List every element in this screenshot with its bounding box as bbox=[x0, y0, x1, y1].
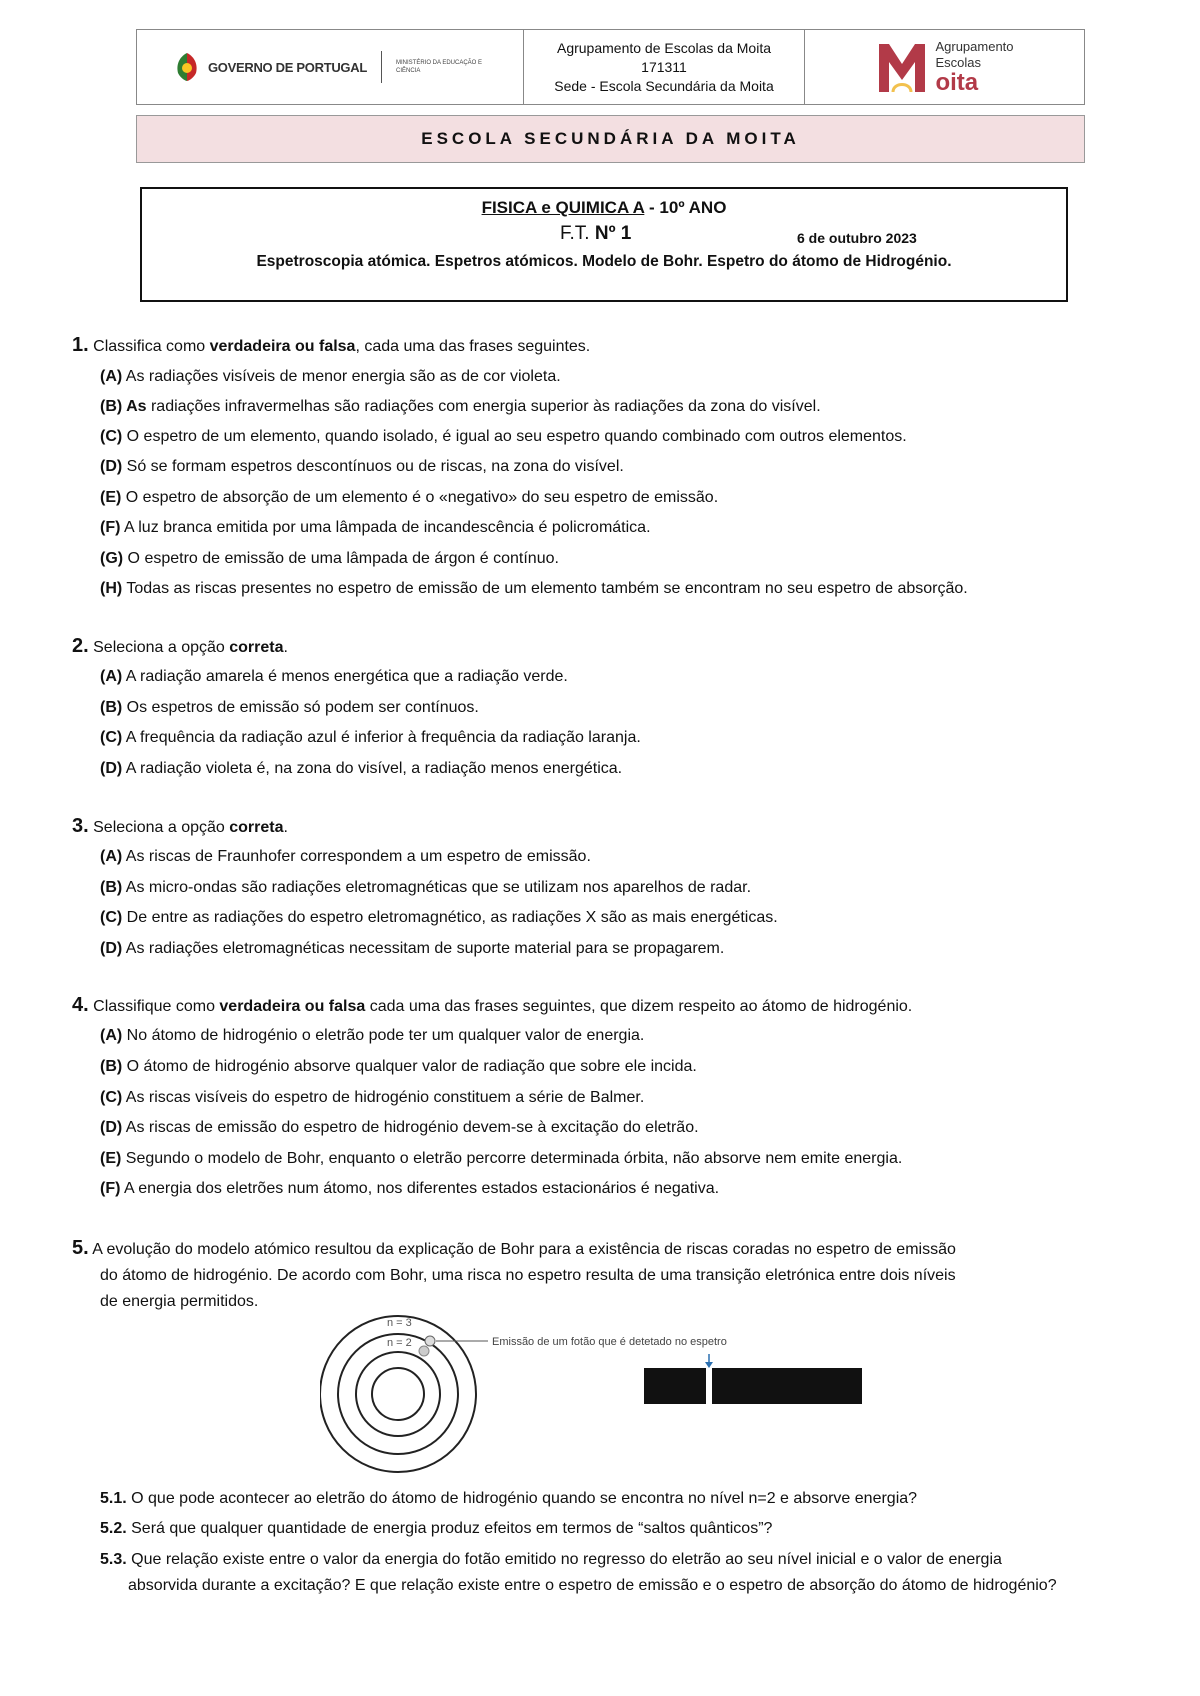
q1-option-f bbox=[100, 514, 651, 542]
option-text: As micro-ondas são radiações eletromagnéticas que se utilizam nos aparelhos de radar. bbox=[122, 879, 752, 896]
option-text: A radiação amarela é menos energética que a radiação verde. bbox=[122, 668, 568, 685]
sub-question-label: 5.2. bbox=[100, 1520, 127, 1537]
stem-emphasis: correta bbox=[229, 819, 284, 836]
option-text: As radiações eletromagnéticas necessitam de suporte material para se propagarem. bbox=[122, 940, 725, 957]
option-text: De entre as radiações do espetro eletromagnético, as radiações X são as mais energéticas. bbox=[122, 909, 778, 926]
logo-line-moita: oita bbox=[935, 69, 979, 96]
option-label: (D) bbox=[100, 458, 123, 475]
option-label: (C) bbox=[100, 428, 123, 445]
government-logo-text: GOVERNO DE PORTUGAL bbox=[208, 59, 367, 75]
sub-question-5-2 bbox=[100, 1516, 1150, 1542]
sub-question-text: Será que qualquer quantidade de energia produz efeitos em termos de “saltos quânticos”? bbox=[126, 1520, 773, 1537]
option-text: A frequência da radiação azul é inferior à frequência da radiação laranja. bbox=[122, 729, 641, 746]
q3-option-a bbox=[100, 843, 591, 871]
stem-emphasis: correta bbox=[229, 639, 284, 656]
school-info-cell bbox=[524, 30, 805, 104]
stem-text: cada uma das frases seguintes, que dizem respeito ao átomo de hidrogénio. bbox=[365, 998, 913, 1015]
question-number: 2. bbox=[72, 635, 89, 657]
q4-option-e bbox=[100, 1145, 902, 1173]
sheet-number bbox=[560, 223, 631, 245]
option-label: (C) bbox=[100, 909, 123, 926]
option-text: A radiação violeta é, na zona do visível, a radiação menos energética. bbox=[122, 760, 623, 777]
stem-text: Classifique como bbox=[88, 998, 220, 1015]
page-header bbox=[136, 29, 1085, 105]
q1-option-a bbox=[100, 363, 561, 391]
option-text: Todas as riscas presentes no espetro de emissão de um elemento também se encontram no seu espetro de absorção. bbox=[122, 580, 968, 597]
label-n2: n = 2 bbox=[387, 1337, 412, 1349]
orbit-n1 bbox=[356, 1352, 440, 1436]
sub-question-label: 5.3. bbox=[100, 1551, 127, 1568]
logo-line-escolas: Escolas bbox=[935, 55, 981, 70]
option-label: (B) bbox=[100, 1058, 123, 1075]
option-text: As riscas de emissão do espetro de hidrogénio devem-se à excitação do eletrão. bbox=[122, 1119, 699, 1136]
q1-option-h bbox=[100, 575, 968, 603]
question-number: 1. bbox=[72, 334, 89, 356]
stem-text: Seleciona a opção bbox=[88, 819, 230, 836]
q1-option-g bbox=[100, 545, 559, 573]
sub-question-continuation: absorvida durante a excitação? E que relação existe entre o espetro de emissão e o espetro de absorção do átomo de hidrogénio? bbox=[128, 1577, 1057, 1594]
moita-m-logo-icon bbox=[875, 38, 929, 96]
ministry-text: MINISTÉRIO DA EDUCAÇÃO E CIÊNCIA bbox=[395, 60, 482, 74]
q1-option-d bbox=[100, 453, 624, 481]
school-year: - 10º ANO bbox=[644, 198, 727, 217]
q3-option-b bbox=[100, 874, 751, 902]
question-1-stem bbox=[72, 331, 590, 361]
option-label: (A) bbox=[100, 1027, 123, 1044]
sub-question-text: Que relação existe entre o valor da energia do fotão emitido no regresso do eletrão ao seu nível inicial e o valor de energia bbox=[126, 1551, 1002, 1568]
option-label: (B) bbox=[100, 879, 123, 896]
orbit-inner bbox=[372, 1368, 424, 1420]
question-number: 4. bbox=[72, 994, 89, 1016]
spectrum-band-left bbox=[644, 1368, 706, 1404]
stem-line-3: de energia permitidos. bbox=[100, 1293, 259, 1310]
government-logo bbox=[174, 51, 486, 83]
moita-logo bbox=[875, 38, 1013, 96]
stem-text: . bbox=[283, 639, 288, 656]
option-label: (G) bbox=[100, 550, 124, 567]
logo-divider bbox=[381, 51, 382, 83]
stem-text: Seleciona a opção bbox=[88, 639, 230, 656]
emission-annotation: Emissão de um fotão que é detetado no espetro bbox=[492, 1336, 727, 1348]
q1-option-e bbox=[100, 484, 718, 512]
label-n3: n = 3 bbox=[387, 1317, 412, 1329]
option-label: (F) bbox=[100, 519, 121, 536]
electron-icon bbox=[425, 1336, 435, 1346]
electron-icon bbox=[419, 1346, 429, 1356]
option-label: (F) bbox=[100, 1180, 121, 1197]
topic-a: Espetroscopia atómica bbox=[256, 253, 427, 270]
q4-option-b bbox=[100, 1053, 697, 1081]
spectrum-band-right bbox=[712, 1368, 862, 1404]
government-logo-cell bbox=[137, 30, 524, 104]
option-text: As radiações visíveis de menor energia são as de cor violeta. bbox=[122, 368, 561, 385]
option-label: (D) bbox=[100, 1119, 123, 1136]
option-label: (D) bbox=[100, 760, 123, 777]
q4-option-f bbox=[100, 1175, 719, 1203]
question-5-stem bbox=[72, 1235, 1112, 1315]
school-name-bar: ESCOLA SECUNDÁRIA DA MOITA bbox=[136, 115, 1085, 163]
q1-option-c bbox=[100, 423, 907, 451]
question-number: 5. bbox=[72, 1237, 89, 1259]
option-text: A energia dos eletrões num átomo, nos diferentes estados estacionários é negativa. bbox=[120, 1180, 720, 1197]
emission-spectrum bbox=[644, 1354, 862, 1404]
stem-text: , cada uma das frases seguintes. bbox=[355, 338, 591, 355]
question-4-stem bbox=[72, 991, 912, 1021]
logo-line-agrupamento: Agrupamento bbox=[935, 39, 1014, 54]
stem-text: . bbox=[283, 819, 288, 836]
q2-option-b bbox=[100, 694, 479, 722]
school-code: 171311 bbox=[641, 58, 687, 75]
q4-option-a bbox=[100, 1022, 644, 1050]
q4-option-d bbox=[100, 1114, 699, 1142]
option-label: (A) bbox=[100, 368, 123, 385]
option-text: Segundo o modelo de Bohr, enquanto o eletrão percorre determinada órbita, não absorve nem emite energia. bbox=[121, 1150, 903, 1167]
moita-logo-cell bbox=[805, 30, 1084, 104]
option-label: (C) bbox=[100, 729, 123, 746]
school-group-name: Agrupamento de Escolas da Moita bbox=[556, 39, 771, 56]
worksheet-title-box bbox=[140, 187, 1068, 302]
subject-name: FISICA e QUIMICA A bbox=[481, 198, 645, 217]
arrow-head-icon bbox=[705, 1362, 713, 1368]
option-text: Os espetros de emissão só podem ser contínuos. bbox=[122, 699, 479, 716]
q3-option-c bbox=[100, 904, 778, 932]
q2-option-a bbox=[100, 663, 568, 691]
bohr-model-figure bbox=[320, 1314, 880, 1474]
stem-emphasis: verdadeira ou falsa bbox=[209, 338, 356, 355]
sheet-topics bbox=[142, 253, 1066, 271]
stem-line-1: A evolução do modelo atómico resultou da explicação de Bohr para a existência de riscas coradas no espetro de emissão bbox=[88, 1241, 956, 1258]
option-label: (D) bbox=[100, 940, 123, 957]
q1-option-b bbox=[100, 393, 821, 421]
sub-question-5-1 bbox=[100, 1486, 1150, 1512]
sub-question-label: 5.1. bbox=[100, 1490, 127, 1507]
option-label: (C) bbox=[100, 1089, 123, 1106]
sheet-date: 6 de outubro 2023 bbox=[797, 230, 917, 246]
option-text: No átomo de hidrogénio o eletrão pode ter um qualquer valor de energia. bbox=[122, 1027, 645, 1044]
option-label: (E) bbox=[100, 1150, 122, 1167]
option-text: radiações infravermelhas são radiações com energia superior às radiações da zona do visível. bbox=[146, 398, 821, 415]
q3-option-d bbox=[100, 935, 724, 963]
question-3-stem bbox=[72, 812, 288, 842]
option-label: (A) bbox=[100, 848, 123, 865]
subject-title bbox=[142, 198, 1066, 218]
stem-emphasis: verdadeira ou falsa bbox=[219, 998, 366, 1015]
sheet-prefix: F.T. bbox=[560, 223, 595, 244]
q2-option-c bbox=[100, 724, 641, 752]
portugal-shield-icon bbox=[174, 51, 200, 83]
option-text: A luz branca emitida por uma lâmpada de incandescência é policromática. bbox=[120, 519, 651, 536]
option-text: O espetro de emissão de uma lâmpada de árgon é contínuo. bbox=[123, 550, 559, 567]
question-number: 3. bbox=[72, 815, 89, 837]
sheet-number-value: Nº 1 bbox=[594, 223, 632, 244]
topic-b: . Espetros atómicos. Modelo de Bohr. Espetro do átomo de Hidrogénio. bbox=[426, 253, 952, 270]
option-text: As riscas de Fraunhofer correspondem a um espetro de emissão. bbox=[122, 848, 591, 865]
option-text: As riscas visíveis do espetro de hidrogénio constituem a série de Balmer. bbox=[122, 1089, 645, 1106]
option-text: O espetro de absorção de um elemento é o «negativo» do seu espetro de emissão. bbox=[121, 489, 719, 506]
school-seat: Sede - Escola Secundária da Moita bbox=[554, 77, 774, 94]
question-2-stem bbox=[72, 632, 288, 662]
option-label: (B) bbox=[100, 699, 123, 716]
sub-question-5-3 bbox=[100, 1547, 1150, 1599]
option-label: (A) bbox=[100, 668, 123, 685]
stem-text: Classifica como bbox=[88, 338, 210, 355]
q4-option-c bbox=[100, 1084, 644, 1112]
q2-option-d bbox=[100, 755, 622, 783]
option-label: (H) bbox=[100, 580, 123, 597]
stem-line-2: do átomo de hidrogénio. De acordo com Bohr, uma risca no espetro resulta de uma transição eletrónica entre dois níveis bbox=[100, 1267, 956, 1284]
sub-question-text: O que pode acontecer ao eletrão do átomo de hidrogénio quando se encontra no nível n=2 e absorve energia? bbox=[126, 1490, 918, 1507]
option-text: O espetro de um elemento, quando isolado, é igual ao seu espetro quando combinado com outros elementos. bbox=[122, 428, 907, 445]
option-text: O átomo de hidrogénio absorve qualquer valor de radiação que sobre ele incida. bbox=[122, 1058, 697, 1075]
option-text: Só se formam espetros descontínuos ou de riscas, na zona do visível. bbox=[122, 458, 624, 475]
option-label: (B) As bbox=[100, 398, 147, 415]
option-label: (E) bbox=[100, 489, 122, 506]
